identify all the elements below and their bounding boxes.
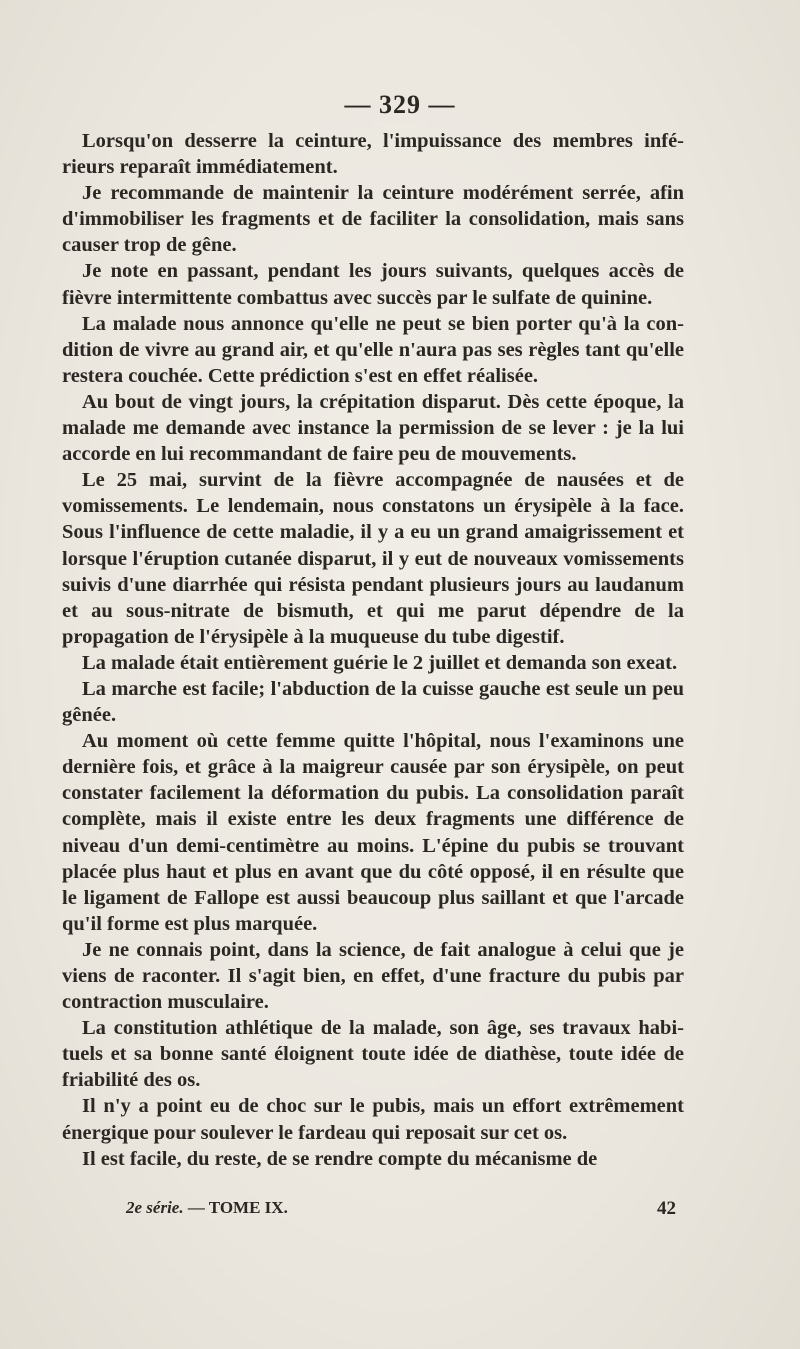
paragraph: La malade nous annonce qu'elle ne peut se bien porter qu'à la condition de vivre au grand air, et qu'elle n'aura pas ses règles tant qu'elle restera couchée. Cette prédiction s'est en effet réalisée. xyxy=(62,312,684,387)
paragraph: La constitution athlétique de la malade, son âge, ses travaux habituels et sa bonne santé éloignent toute idée de diathèse, toute idée de friabilité des os. xyxy=(62,1017,684,1092)
paragraph: Je ne connais point, dans la science, de fait analogue à celui que je viens de raconter. Il s'agit bien, en effet, d'une fracture du pubis par contraction musculaire. xyxy=(62,938,684,1014)
footer-separator: — xyxy=(183,1198,209,1217)
footer-signature: 42 xyxy=(657,1198,676,1219)
paragraph: Je recommande de maintenir la ceinture modérément serrée, afin d'immobiliser les fragments et de faciliter la consolidation, mais sans causer trop de gêne. xyxy=(62,182,684,257)
paragraph: Je note en passant, pendant les jours suivants, quelques accès de fièvre intermittente combattus avec succès par le sulfate de quinine. xyxy=(62,260,684,309)
paragraph: La marche est facile; l'abduction de la cuisse gauche est seule un peu gênée. xyxy=(62,677,684,727)
paragraph: La malade était entièrement guérie le 2 juillet et demanda son exeat. xyxy=(82,651,678,674)
footer-volume: TOME IX. xyxy=(208,1198,288,1217)
page-footer xyxy=(126,1198,676,1218)
paragraph: Au bout de vingt jours, la crépitation disparut. Dès cette époque, la malade me demande avec instance la permission de se lever : je la lui accorde en lui recommandant de faire peu de mouvements. xyxy=(62,390,684,466)
paragraph: Il est facile, du reste, de se rendre compte du mécanisme de xyxy=(82,1147,598,1170)
paragraph: Lorsqu'on desserre la ceinture, l'impuissance des membres inférieurs reparaît immédiatement. xyxy=(62,130,684,179)
paragraph: Il n'y a point eu de choc sur le pubis, mais un effort extrêmement énergique pour soulever le fardeau qui reposait sur cet os. xyxy=(62,1095,684,1144)
body-text xyxy=(62,128,684,1172)
paragraph: Le 25 mai, survint de la fièvre accompagnée de nausées et de vomissements. Le lendemain, nous constatons un érysipèle à la face. Sous l'influence de cette maladie, il y a eu un grand amaigrissement et lorsque l'éruption cutanée disparut, il y eut de nouveaux vomissements suivis d'une diarrhée qui résista pendant plusieurs jours au laudanum et au sous-nitrate de bismuth, et qui me parut dépendre de la propagation de l'érysipèle à la muqueuse du tube digestif. xyxy=(62,469,684,648)
paragraph: Au moment où cette femme quitte l'hôpital, nous l'examinons une dernière fois, et grâce à la maigreur causée par son érysipèle, on peut constater facilement la déformation du pubis. La consolidation paraît complète, mais il existe entre les deux fragments une différence de niveau d'un demi-centimètre au moins. L'épine du pubis se trouvant placée plus haut et plus en avant que du côté opposé, il en résulte que le ligament de Fallope est aussi beaucoup plus saillant et que l'arcade qu'il forme est plus marquée. xyxy=(62,730,684,935)
footer-series: 2e série. xyxy=(126,1198,184,1217)
page-number: — 329 — xyxy=(344,90,456,119)
